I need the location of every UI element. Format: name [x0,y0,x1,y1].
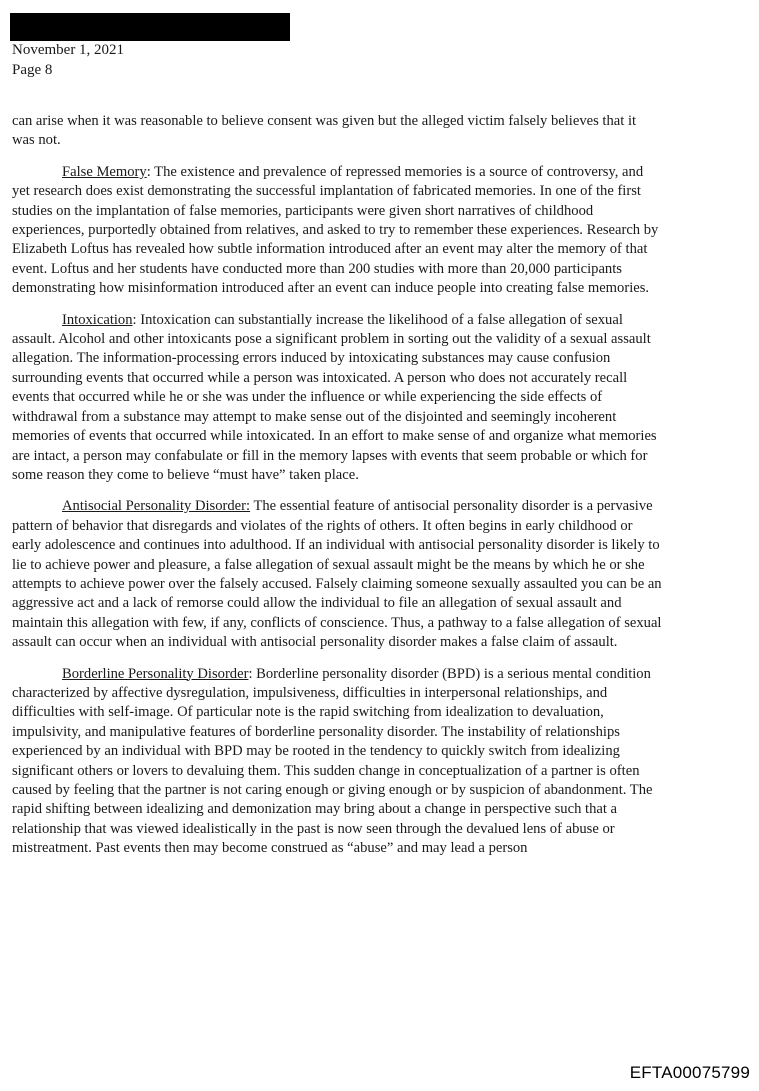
paragraph-text: The essential feature of antisocial personality disorder is a pervasive pattern of behavior that disregards and violates of the rights of others. It often begins in early childhood or early adolescence and continues into adulthood. If an individual with antisocial personality disorder is likely to lie to achieve power and pleasure, a false allegation of sexual assault might be the means by which he or she attempts to achieve power over the falsely accused. Falsely claiming someone sexually assaulted you can be an aggressive act and a lack of remorse could allow the individual to file an allegation of sexual assault and maintain this allegation with few, if any, conflicts of conscience. Thus, a pathway to a false allegation of sexual assault can occur when an individual with antisocial personality disorder makes a false claim of assault. [12,498,662,651]
paragraph-false-memory [12,163,662,299]
paragraph-antisocial-personality-disorder [12,497,662,652]
letter-header [12,40,124,80]
section-heading-intoxication: Intoxication [62,311,133,328]
document-body [12,112,662,871]
section-heading-borderline-personality-disorder: Borderline Personality Disorder [62,665,249,682]
paragraph-text: : The existence and prevalence of repressed memories is a source of controversy, and yet research does exist demonstrating the successful implantation of fabricated memories. In one of the first studies on the implantation of false memories, participants were given short narratives of childhood experiences, purportedly obtained from relatives, and asked to try to remember these experiences. Research by Elizabeth Loftus has revealed how subtle information introduced after an event may alter the memory of that event. Loftus and her students have conducted more than 200 studies with more than 20,000 participants demonstrating how misinformation introduced after an event can induce people into creating false memories. [12,163,659,297]
redaction-bar [10,13,290,41]
section-heading-antisocial-personality-disorder: Antisocial Personality Disorder: [62,498,251,515]
paragraph-text: : Borderline personality disorder (BPD) is a serious mental condition characterized by affective dysregulation, impulsiveness, difficulties in interpersonal relationships, and difficulties with self-image. Of particular note is the rapid switching from idealization to devaluation, impulsivity, and manipulative features of borderline personality disorder. The instability of relationships experienced by an individual with BPD may be rooted in the tendency to quickly switch from idealizing significant others or lovers to devaluing them. This sudden change in conceptualization of a partner is often caused by feeling that the partner is not caring enough or giving enough or by suspicion of abandonment. The rapid shifting between idealizing and demonization may bring about a change in perspective such that a relationship that was viewed idealistically in the past is now seen through the devalued lens of abuse or mistreatment. Past events then may become construed as “abuse” and may lead a person [12,665,653,857]
paragraph-borderline-personality-disorder [12,665,662,859]
paragraph-continuation [12,112,662,151]
bates-number: EFTA00075799 [629,1063,750,1082]
paragraph-text: can arise when it was reasonable to believe consent was given but the alleged victim falsely believes that it was not. [12,113,637,149]
section-heading-false-memory: False Memory [62,163,147,180]
header-date: November 1, 2021 [12,42,125,58]
paragraph-intoxication [12,311,662,486]
paragraph-text: : Intoxication can substantially increase the likelihood of a false allegation of sexual assault. Alcohol and other intoxicants pose a significant problem in sorting out the validity of a sexual assault allegation. The information-processing errors induced by intoxicating substances may cause confusion surrounding events that occurred while a person was intoxicated. A person who does not accurately recall events that occurred while he or she was under the influence or while experiencing the side effects of withdrawal from a substance may attempt to make sense out of the disjointed and seemingly incoherent memories of events that occurred while intoxicated. In an effort to make sense of and organize what memories are intact, a person may confabulate or fill in the memory lapses with events that seem probable or which for some reason they come to believe “must have” taken place. [12,311,657,483]
header-page-number: Page 8 [12,62,53,78]
